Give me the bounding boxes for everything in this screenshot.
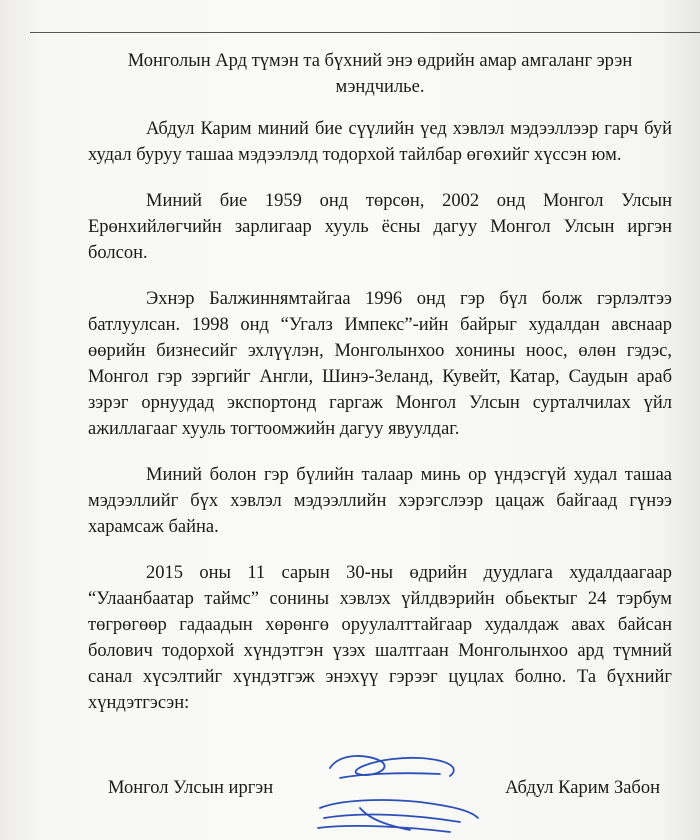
- paragraph-business: Эхнэр Балжиннямтайгаа 1996 онд гэр бүл болж гэрлэлтээ батлуулсан. 1998 онд “Угалз Импекс”-ийн байрыг худалдан авснаар өөрийн бизнесийг эхлүүлэн, Монголынхоо хонины ноос, өлөн гэдэс, Монгол гэр зэргийг Англи, Шинэ-Зеланд, Кувейт, Катар, Саудын араб зэрэг орнуудад экспортонд гаргаж Монгол Улсын сурталчилах үйл ажиллагааг хууль тогтоомжийн дагуу явуулдаг.: [88, 289, 672, 439]
- signer-name: Абдул Карим Забон: [505, 778, 660, 798]
- letter-body: [88, 48, 672, 716]
- signer-title: Монгол Улсын иргэн: [108, 778, 274, 798]
- paragraph-contract: 2015 оны 11 сарын 30-ны өдрийн дуудлага худалдаагаар “Улаанбаатар таймс” сонины хэвлэх үйлдвэрийн обьектыг 24 тэрбум төгрөгөөр гадаадын хөрөнгө оруулалттайгаар худалдаж авах байсан болович тодорхой хүндэтгэн үзэх шалтгаан Монголынхоо ард түмний санал хүсэлтийг хүндэтгэж энэхүү гэрээг цуцлах болно. Та бүхнийг хүндэтгэсэн:: [88, 563, 672, 713]
- signature-line: [108, 778, 660, 799]
- scan-edge-line: [30, 32, 700, 33]
- paragraph-citizenship: Миний бие 1959 онд төрсөн, 2002 онд Монгол Улсын Ерөнхийлөгчийн зарлигаар хууль ёсны дагуу Монгол Улсын иргэн болсон.: [88, 191, 672, 263]
- paragraph-regret: Миний болон гэр бүлийн талаар минь ор үндэсгүй худал ташаа мэдээллийг бүх хэвлэл мэдээллийн хэрэгслээр цацаж байгаад гүнээ харамсаж байна.: [88, 465, 672, 537]
- greeting-heading: Монголын Ард түмэн та бүхний энэ өдрийн амар амгаланг эрэн мэндчилье.: [127, 51, 633, 97]
- paragraph-intro: Абдул Карим миний бие сүүлийн үед хэвлэл мэдээллээр гарч буй худал буруу ташаа мэдээлэлд тодорхой тайлбар өгөхийг хүссэн юм.: [88, 119, 672, 165]
